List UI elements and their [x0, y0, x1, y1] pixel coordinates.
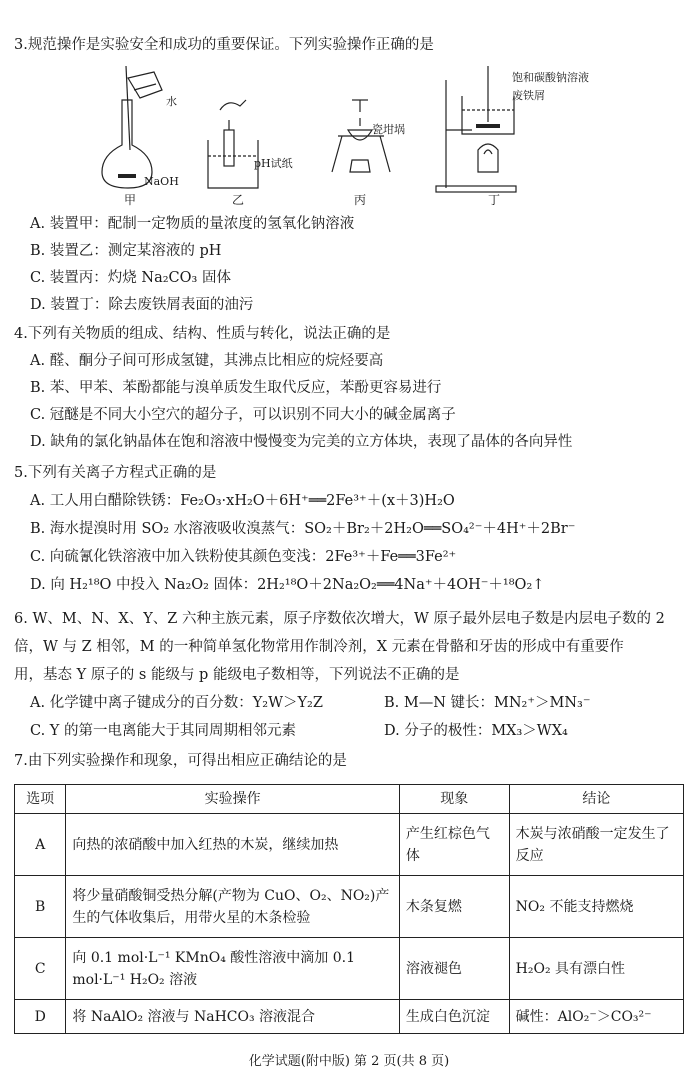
- q5-option-c: C. 向硫氰化铁溶液中加入铁粉使其颜色变浅：2Fe³⁺＋Fe══3Fe²⁺: [30, 549, 457, 565]
- q6-option-d: D. 分子的极性：MX₃＞WX₄: [384, 723, 568, 739]
- header-phenomenon: 现象: [399, 785, 509, 814]
- row-operation: 向 0.1 mol·L⁻¹ KMnO₄ 酸性溶液中滴加 0.1 mol·L⁻¹ H₂O₂ 溶液: [66, 938, 399, 1000]
- q6-option-b: B. M—N 键长：MN₂⁺＞MN₃⁻: [384, 695, 591, 711]
- stand-beaker-icon: [436, 66, 516, 192]
- label-iron-scraps: 废铁屑: [512, 89, 545, 102]
- q4-stem: 4.下列有关物质的组成、结构、性质与转化，说法正确的是: [14, 326, 391, 342]
- row-phenomenon: 溶液褪色: [399, 938, 509, 1000]
- q6-option-a: A. 化学键中离子键成分的百分数：Y₂W＞Y₂Z: [30, 695, 323, 711]
- beaker-ph-icon: [208, 100, 258, 188]
- row-conclusion: 碱性：AlO₂⁻＞CO₃²⁻: [509, 1000, 683, 1034]
- q5-option-b: B. 海水提溴时用 SO₂ 水溶液吸收溴蒸气：SO₂＋Br₂＋2H₂O══SO₄²⁻＋4H⁺＋2Br⁻: [30, 521, 576, 537]
- row-phenomenon: 木条复燃: [399, 876, 509, 938]
- q4-option-b: B. 苯、甲苯、苯酚都能与溴单质发生取代反应，苯酚更容易进行: [30, 380, 442, 396]
- q5-option-d: D. 向 H₂¹⁸O 中投入 Na₂O₂ 固体：2H₂¹⁸O＋2Na₂O₂══4Na⁺＋4OH⁻＋¹⁸O₂↑: [30, 577, 545, 593]
- crucible-tripod-icon: [332, 100, 390, 172]
- q6-stem-line3: 用，基态 Y 原子的 s 能级与 p 能级电子数相等，下列说法不正确的是: [14, 667, 460, 683]
- q5-stem: 5.下列有关离子方程式正确的是: [14, 465, 217, 481]
- row-operation: 将 NaAlO₂ 溶液与 NaHCO₃ 溶液混合: [66, 1000, 399, 1034]
- q4-option-c: C. 冠醚是不同大小空穴的超分子，可以识别不同大小的碱金属离子: [30, 407, 456, 423]
- caption-jia: 甲: [124, 193, 137, 207]
- q6-stem-line1: 6. W、M、N、X、Y、Z 六种主族元素，原子序数依次增大，W 原子最外层电子数是内层电子数的 2: [14, 611, 665, 627]
- label-naoh: NaOH: [144, 175, 179, 188]
- q3-option-d: D. 装置丁：除去废铁屑表面的油污: [30, 297, 254, 313]
- q3-option-b: B. 装置乙：测定某溶液的 pH: [30, 243, 222, 259]
- table-row: [15, 814, 684, 876]
- caption-yi: 乙: [232, 193, 245, 207]
- row-operation: 向热的浓硝酸中加入红热的木炭，继续加热: [66, 814, 399, 876]
- header-operation: 实验操作: [66, 785, 399, 814]
- q6-stem-line2: 倍，W 与 Z 相邻，M 的一种简单氢化物常用作制冷剂，X 元素在骨骼和牙齿的形成中有重要作: [14, 639, 624, 655]
- q5-option-a: A. 工人用白醋除铁锈：Fe₂O₃·xH₂O＋6H⁺══2Fe³⁺＋(x＋3)H₂O: [30, 493, 455, 509]
- row-phenomenon: 产生红棕色气体: [399, 814, 509, 876]
- page-footer: 化学试题(附中版) 第 2 页(共 8 页): [248, 1054, 450, 1069]
- label-water: 水: [166, 95, 177, 108]
- header-conclusion: 结论: [509, 785, 683, 814]
- q4-option-a: A. 醛、酮分子间可形成氢键，其沸点比相应的烷烃要高: [30, 353, 384, 369]
- label-soda-solution: 饱和碳酸钠溶液: [512, 71, 589, 84]
- q3-stem: 3.规范操作是实验安全和成功的重要保证。下列实验操作正确的是: [14, 37, 434, 53]
- caption-bing: 丙: [354, 193, 367, 207]
- table-row: [15, 938, 684, 1000]
- label-ph-paper: pH试纸: [254, 157, 293, 170]
- row-operation: 将少量硝酸铜受热分解(产物为 CuO、O₂、NO₂)产生的气体收集后，用带火星的木条检验: [66, 876, 399, 938]
- q4-option-d: D. 缺角的氯化钠晶体在饱和溶液中慢慢变为完美的立方体块，表现了晶体的各向异性: [30, 434, 573, 450]
- q3-option-c: C. 装置丙：灼烧 Na₂CO₃ 固体: [30, 270, 231, 286]
- q3-option-a: A. 装置甲：配制一定物质的量浓度的氢氧化钠溶液: [30, 216, 355, 232]
- row-option: D: [15, 1000, 66, 1034]
- row-conclusion: 木炭与浓硝酸一定发生了反应: [509, 814, 683, 876]
- label-crucible: 瓷坩埚: [372, 123, 405, 136]
- q7-stem: 7.由下列实验操作和现象，可得出相应正确结论的是: [14, 753, 347, 769]
- row-conclusion: H₂O₂ 具有漂白性: [509, 938, 683, 1000]
- row-option: B: [15, 876, 66, 938]
- table-row: [15, 1000, 684, 1034]
- row-option: A: [15, 814, 66, 876]
- table-header-row: [15, 785, 684, 814]
- q6-option-c: C. Y 的第一电离能大于其同周期相邻元素: [30, 723, 296, 739]
- row-option: C: [15, 938, 66, 1000]
- table-row: [15, 876, 684, 938]
- volumetric-flask-icon: [102, 66, 162, 188]
- row-conclusion: NO₂ 不能支持燃烧: [509, 876, 683, 938]
- q7-table: [14, 784, 684, 1034]
- header-option: 选项: [15, 785, 66, 814]
- row-phenomenon: 生成白色沉淀: [399, 1000, 509, 1034]
- caption-ding: 丁: [488, 193, 501, 207]
- q3-apparatus-figure: [100, 60, 620, 210]
